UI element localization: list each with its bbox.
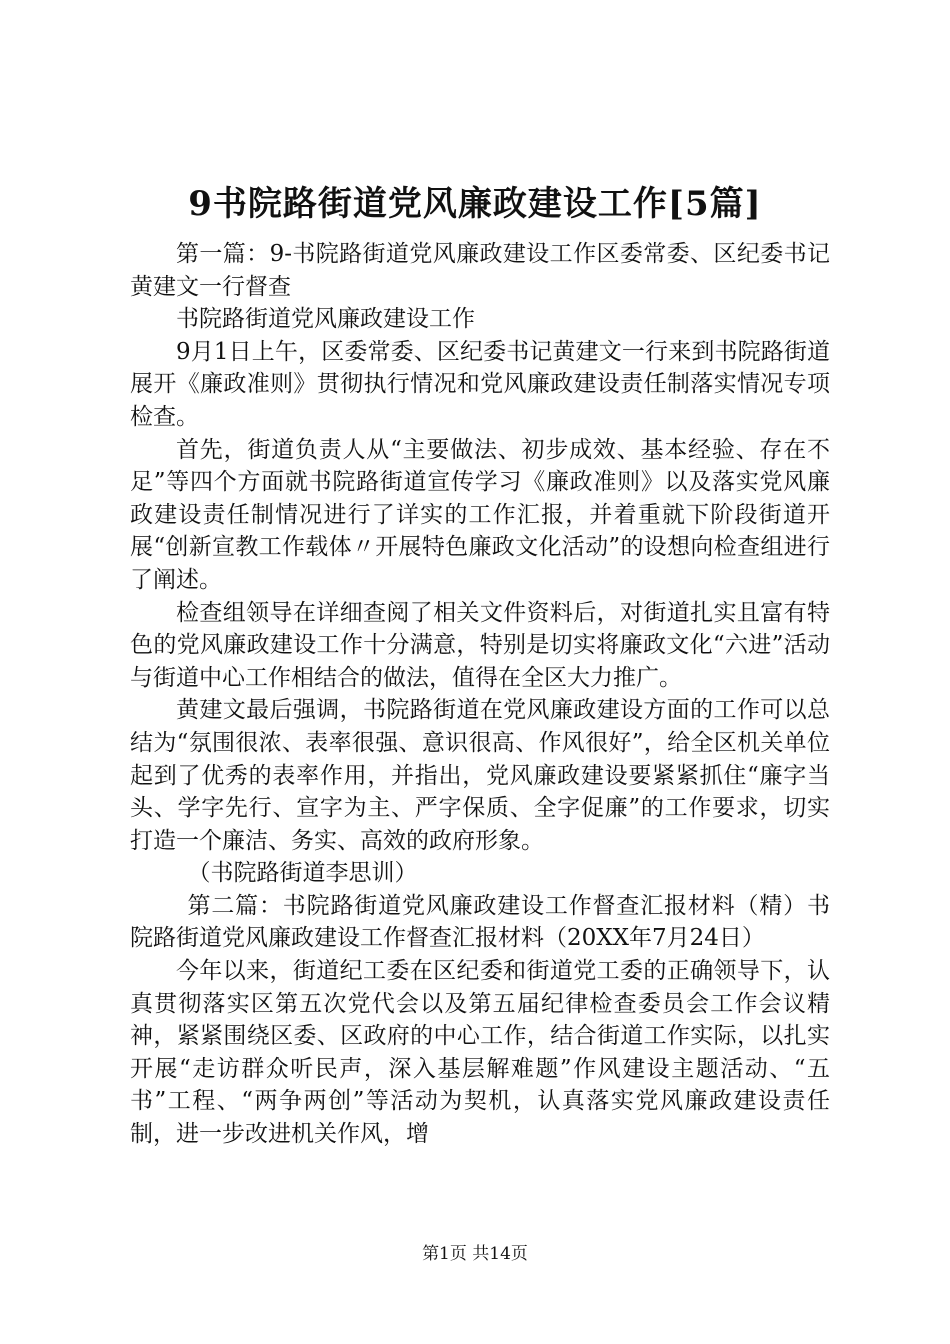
paragraph-chapter-one-heading: 第一篇：9-书院路街道党风廉政建设工作区委常委、区纪委书记黄建文一行督查 <box>130 241 830 300</box>
page-number-footer: 第1页 共14页 <box>422 1244 528 1264</box>
paragraph-chapter-two-heading: 第二篇：书院路街道党风廉政建设工作督查汇报材料（精）书院路街道党风廉政建设工作督查汇报材料（20XX年7月24日） <box>130 892 830 952</box>
document-body <box>130 238 830 1151</box>
paragraph-author: （书院路街道李思训） <box>187 860 418 887</box>
paragraph-report: 首先，街道负责人从“主要做法、初步成效、基本经验、存在不足”等四个方面就书院路街道宣传学习《廉政准则》以及落实党风廉政建设责任制情况进行了详实的工作汇报，并着重就下阶段街道开展“创新宣教工作载体〃开展特色廉政文化活动”的设想向检查组进行了阐述。 <box>130 436 830 593</box>
paragraph-review: 检查组领导在详细查阅了相关文件资料后，对街道扎实且富有特色的党风廉政建设工作十分满意，特别是切实将廉政文化“六进”活动与街道中心工作相结合的做法，值得在全区大力推广。 <box>130 599 830 691</box>
document-title: 9书院路街道党风廉政建设工作[5篇] <box>188 184 762 224</box>
paragraph-subtitle: 书院路街道党风廉政建设工作 <box>176 306 475 333</box>
paragraph-this-year: 今年以来，街道纪工委在区纪委和街道党工委的正确领导下，认真贯彻落实区第五次党代会以及第五届纪律检查委员会工作会议精神，紧紧围绕区委、区政府的中心工作，结合街道工作实际，以扎实开展“走访群众听民声，深入基层解难题”作风建设主题活动、“五书”工程、“两争两创”等活动为契机，认真落实党风廉政建设责任制，进一步改进机关作风，增 <box>130 958 830 1148</box>
paragraph-inspection-intro: 9月1日上午，区委常委、区纪委书记黄建文一行来到书院路街道展开《廉政准则》贯彻执行情况和党风廉政建设责任制落实情况专项检查。 <box>130 338 830 430</box>
paragraph-emphasis: 黄建文最后强调，书院路街道在党风廉政建设方面的工作可以总结为“氛围很浓、表率很强、意识很高、作风很好”，给全区机关单位起到了优秀的表率作用，并指出，党风廉政建设要紧紧抓住“廉字当头、学字先行、宣字为主、严字保质、全字促廉”的工作要求，切实打造一个廉洁、务实、高效的政府形象。 <box>130 697 830 854</box>
